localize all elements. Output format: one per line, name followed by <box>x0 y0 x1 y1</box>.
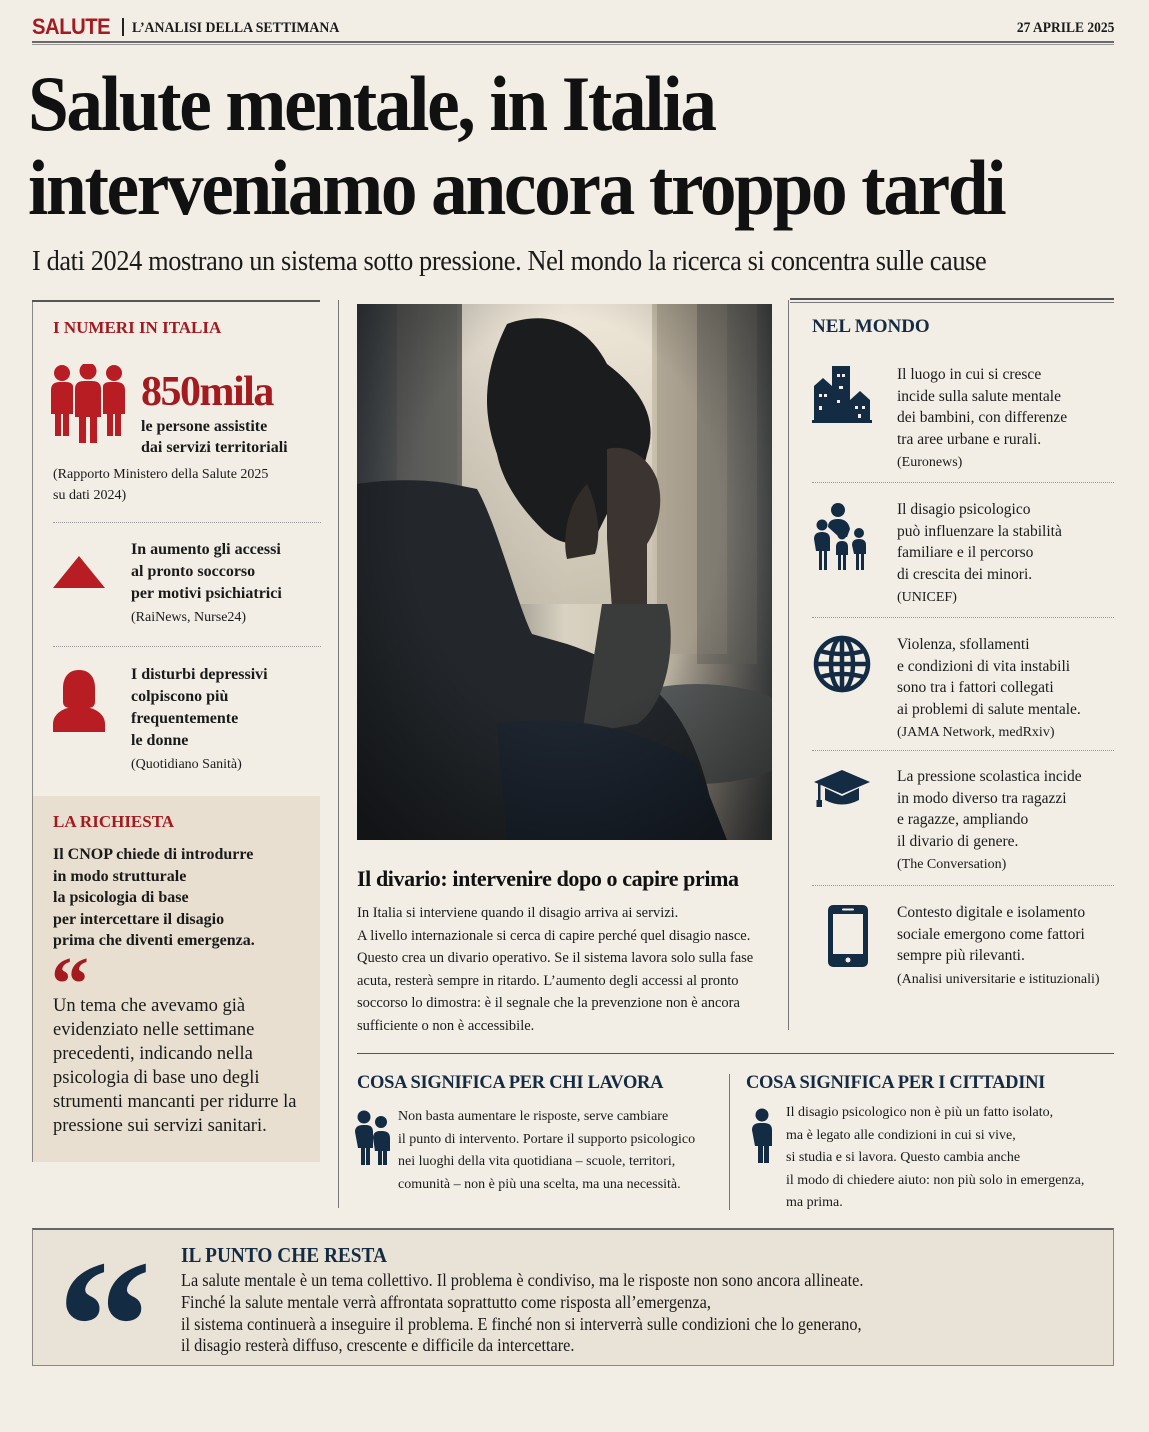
stat-label-line: dai servizi territoriali <box>141 439 288 456</box>
item-line: al pronto soccorso <box>131 563 256 580</box>
item-line: Contesto digitale e isolamento <box>897 904 1086 921</box>
masthead-separator <box>122 18 124 36</box>
item-line: sociale emergono come fattori <box>897 925 1085 943</box>
quote-mark-icon: “ <box>51 942 89 1026</box>
item-line: sempre più rilevanti. <box>897 947 1025 964</box>
item-line: e ragazze, ampliando <box>897 811 1029 828</box>
item-line: Violenza, sfollamenti <box>897 636 1030 653</box>
column-divider-right <box>788 300 789 1030</box>
family-icon <box>812 503 872 571</box>
item-line: di crescita dei minori. <box>897 565 1033 583</box>
request-panel <box>32 796 320 1162</box>
body-line: Finché la salute mentale verrà affrontata soprattutto come risposta all’emergenza, <box>181 1291 711 1312</box>
center-bottom-rule <box>357 1053 1114 1054</box>
page-title <box>28 62 1062 230</box>
kicker-label: L’ANALISI DELLA SETTIMANA <box>132 20 340 36</box>
body-line: acuta, resterà sempre in ritardo. L’aumento degli accessi al pronto <box>357 972 739 989</box>
title-line-2: interveniamo ancora troppo tardi <box>28 144 1005 231</box>
dotted-divider <box>53 522 321 523</box>
closing-body <box>181 1270 1037 1357</box>
lead-line: la psicologia di base <box>53 889 189 906</box>
workers-body <box>398 1106 695 1196</box>
title-line-1: Salute mentale, in Italia <box>28 60 715 147</box>
citizens-body <box>786 1102 1084 1215</box>
item-line: può influenzare la stabilità <box>897 522 1062 540</box>
world-item-place <box>897 364 1127 474</box>
gap-section-body <box>357 902 777 1037</box>
distressed-woman-photo <box>357 304 772 840</box>
dotted-divider <box>812 750 1114 751</box>
body-line: Il disagio psicologico non è più un fatto isolato, <box>786 1105 1054 1120</box>
people-group-icon <box>49 364 127 444</box>
closing-panel <box>32 1222 1114 1432</box>
item-source: (Analisi universitarie e istituzionali) <box>897 971 1100 987</box>
item-line: colpiscono più <box>131 688 229 705</box>
item-source: (The Conversation) <box>897 857 1007 872</box>
dotted-divider <box>812 617 1114 618</box>
stat-source <box>53 464 268 506</box>
lead-line: in modo strutturale <box>53 867 187 885</box>
body-line: nei luoghi della vita quotidiana – scuole, territori, <box>398 1154 676 1169</box>
publication-date: 27 APRILE 2025 <box>1016 20 1114 36</box>
article-photo <box>357 304 772 840</box>
item-source: (Euronews) <box>897 455 963 470</box>
item-line: incide sulla salute mentale <box>897 387 1061 405</box>
request-title: LA RICHIESTA <box>53 812 175 831</box>
buildings-icon <box>812 364 872 424</box>
item-line: Il luogo in cui si cresce <box>897 366 1042 383</box>
stat-source-line: su dati 2024) <box>53 488 127 503</box>
item-line: in modo diverso tra ragazzi <box>897 789 1067 807</box>
italy-section-title: I NUMERI IN ITALIA <box>53 318 222 337</box>
item-source: (JAMA Network, medRxiv) <box>897 725 1055 740</box>
item-line: sono tra i fattori collegati <box>897 679 1054 696</box>
dotted-divider <box>53 646 321 647</box>
request-quote: Un tema che avevamo già evidenziato nelle settimane precedenti, indicando nella psicologia di base uno degli strumenti mancanti per ridurre la pressione sui servizi sanitari. <box>53 996 297 1136</box>
world-item-family <box>897 499 1127 609</box>
lead-line: per intercettare il disagio <box>53 910 225 928</box>
item-source: (Quotidiano Sanità) <box>131 757 242 772</box>
masthead <box>32 14 1114 44</box>
stat-label <box>141 416 288 458</box>
item-line: e condizioni di vita instabili <box>897 657 1071 675</box>
body-line: soccorso lo dimostra: è il segnale che la prevenzione non è ancora <box>357 995 740 1011</box>
body-line: il modo di chiedere aiuto: non più solo in emergenza, <box>786 1172 1085 1188</box>
body-line: In Italia si interviene quando il disagio arriva ai servizi. <box>357 905 679 921</box>
graduation-cap-icon <box>812 768 872 810</box>
closing-title: IL PUNTO CHE RESTA <box>181 1243 387 1267</box>
stat-label-line: le persone assistite <box>141 418 268 435</box>
subtitle: I dati 2024 mostrano un sistema sotto pressione. Nel mondo la ricerca si concentra sulle cause <box>32 246 987 277</box>
item-line: I disturbi depressivi <box>131 666 268 683</box>
body-line: sufficiente o non è accessibile. <box>357 1017 535 1034</box>
smartphone-icon <box>818 904 878 968</box>
lead-line: prima che diventi emergenza. <box>53 932 255 949</box>
item-line: dei bambini, con differenze <box>897 409 1068 426</box>
body-line: Non basta aumentare le risposte, serve cambiare <box>398 1109 669 1124</box>
woman-icon <box>51 668 107 734</box>
gap-section-title: Il divario: intervenire dopo o capire prima <box>357 866 739 891</box>
body-line: il punto di intervento. Portare il supporto psicologico <box>398 1131 696 1147</box>
two-people-icon <box>353 1110 393 1166</box>
stat-source-line: (Rapporto Ministero della Salute 2025 <box>53 467 269 482</box>
item-line: le donne <box>131 732 189 749</box>
dotted-divider <box>812 885 1114 886</box>
italy-item-er-access <box>131 539 282 629</box>
right-column-rule <box>790 298 1114 303</box>
world-section-title: NEL MONDO <box>812 316 930 337</box>
world-item-digital <box>897 902 1127 990</box>
item-source: (RaiNews, Nurse24) <box>131 610 247 625</box>
lead-line: Il CNOP chiede di introdurre <box>53 846 254 863</box>
column-divider-left <box>338 300 339 1208</box>
world-item-school <box>897 766 1127 876</box>
body-line: A livello internazionale si cerca di capire perché quel disagio nasce. <box>357 927 751 944</box>
quote-mark-icon: “ <box>57 1222 152 1432</box>
globe-icon <box>812 634 872 694</box>
citizens-title: COSA SIGNIFICA PER I CITTADINI <box>746 1073 1046 1093</box>
item-line: Il disagio psicologico <box>897 501 1031 518</box>
body-line: Questo crea un divario operativo. Se il sistema lavora solo sulla fase <box>357 950 754 966</box>
item-source: (UNICEF) <box>897 590 957 605</box>
workers-title: COSA SIGNIFICA PER CHI LAVORA <box>357 1073 664 1093</box>
item-line: ai problemi di salute mentale. <box>897 700 1081 718</box>
item-line: il divario di genere. <box>897 832 1019 850</box>
world-item-violence <box>897 634 1127 744</box>
person-icon <box>750 1108 774 1164</box>
stat-number: 850mila <box>141 369 273 415</box>
column-divider-bottom <box>729 1074 730 1210</box>
body-line: si studia e si lavora. Questo cambia anche <box>786 1150 1021 1165</box>
item-line: per motivi psichiatrici <box>131 585 282 602</box>
dotted-divider <box>812 482 1114 483</box>
triangle-up-icon <box>51 554 107 590</box>
item-line: familiare e il percorso <box>897 544 1034 561</box>
item-line: In aumento gli accessi <box>131 541 281 558</box>
section-label[interactable]: SALUTE <box>32 14 111 39</box>
masthead-rule <box>32 41 1114 45</box>
italy-item-depression-women <box>131 664 268 776</box>
body-line: il disagio resterà diffuso, crescente e difficile da intercettare. <box>181 1335 575 1356</box>
item-line: La pressione scolastica incide <box>897 768 1082 785</box>
item-line: tra aree urbane e rurali. <box>897 430 1042 448</box>
body-line: ma prima. <box>786 1195 843 1210</box>
body-line: il sistema continuerà a inseguire il problema. E finché non si interverrà sulle condizioni che lo generano, <box>181 1313 862 1334</box>
body-line: comunità – non è più una scelta, ma una necessità. <box>398 1176 681 1192</box>
item-line: frequentemente <box>131 710 239 727</box>
body-line: La salute mentale è un tema collettivo. Il problema è condiviso, ma le risposte non sono ancora allineate. <box>181 1270 864 1290</box>
body-line: ma è legato alle condizioni in cui si vive, <box>786 1127 1016 1143</box>
request-lead <box>53 844 255 952</box>
